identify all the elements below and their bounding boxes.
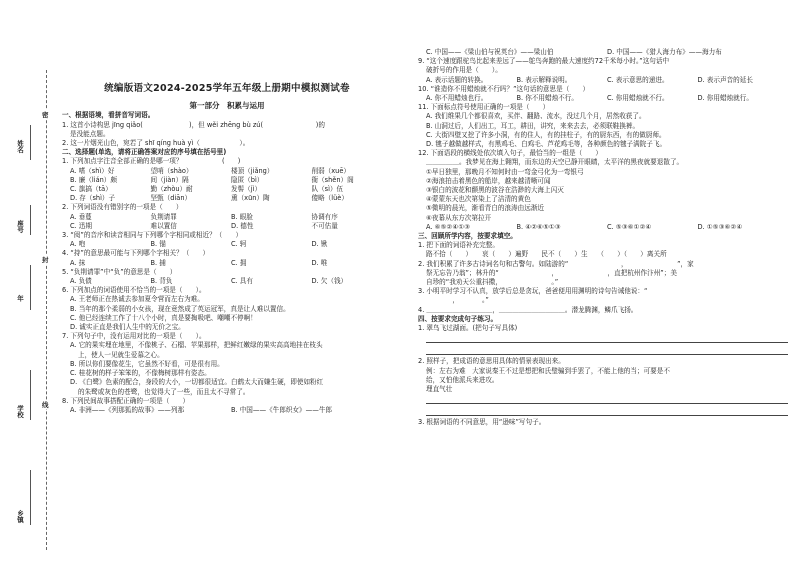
option: A. 负债 — [70, 277, 92, 286]
gutter-label-town: 乡镇 — [16, 510, 24, 523]
gutter-line — [30, 370, 31, 420]
option: D. 表示声音的延长 — [697, 75, 753, 84]
seal-mark-xian: 线 — [42, 401, 49, 409]
part-title: 第一部分 积累与运用 — [189, 101, 265, 111]
option-row — [418, 223, 788, 232]
question-text: 4. “持”的意思最可能与下列哪个字相关？（ ） — [62, 249, 210, 258]
option: 发髻（jì） — [231, 185, 262, 194]
option: B. 眼脸 — [231, 212, 253, 221]
answer-line[interactable] — [426, 394, 788, 404]
question-text: 2. 照样子，把成语的意思用具体的情景表现出来。 — [418, 357, 565, 366]
option: D. 唯 — [311, 258, 328, 267]
question-text: 1. 把下面的词语补充完整。 — [418, 241, 499, 250]
option: 间（jiàn）隔 — [150, 175, 189, 184]
fill-blank-row[interactable]: 路不拾（ ） 哀（ ）遍野 民不（ ）生 （ ）（ ）离关所 — [426, 250, 667, 259]
left-column — [62, 0, 392, 415]
gutter-label-grade: 年 — [16, 295, 24, 302]
option: B. 表示解释说明。 — [516, 75, 572, 84]
option: 负荆请罪 — [150, 212, 177, 221]
example-text: 给，又怕他派兵来进攻。 — [426, 375, 499, 384]
option: B. 捕 — [150, 258, 166, 267]
section-heading: 三、回顾所学内容，按要求填空。 — [418, 232, 517, 241]
option: 上，使人一见就生爱慕之心。 — [78, 350, 164, 359]
option: A. 它的果实埋在地里，不像桃子、石榴、苹果那样，把鲜红嫩绿的果实高高地挂在枝头 — [70, 341, 323, 350]
option: 隐匿（bì） — [231, 175, 264, 184]
gutter-line — [30, 470, 31, 525]
option: B. ④②⑥⑤①③ — [516, 222, 561, 231]
question-text: 6. 下列加点的词语使用不恰当的一项是（ ）。 — [62, 286, 206, 295]
exam-title: 统编版语文2024-2025学年五年级上册期中模拟测试卷 — [104, 83, 350, 94]
option: A. 我们维果几个都很喜欢，买伴、翻路、流水，没过几个月，居然收获了。 — [426, 112, 646, 121]
question-text: 10. “谁造你不用蜡烛就不行吗？”这句话的意思是（ ） — [418, 84, 590, 93]
option: A. 垂蔓 — [70, 212, 92, 221]
option: 不可估量 — [311, 221, 338, 230]
question-text[interactable]: ， 。” — [426, 296, 489, 305]
question-text: 破折号的作用是（ ）。 — [426, 66, 502, 75]
example-text: 理直气壮 — [426, 384, 453, 393]
option: D. 锹 — [311, 240, 328, 249]
option: 傻略（lüè） — [311, 194, 348, 203]
option: B. 锚 — [150, 240, 166, 249]
question-text: 3. “阅”的音序和读音相同与下列哪个字相同或相近？（ ） — [62, 231, 243, 240]
option: 协调有序 — [311, 212, 338, 221]
option: A. 抹 — [70, 258, 86, 267]
option: B. 当年的那个柔弱的小女孩，现在竟然成了英运冠军，真是让人难以置信。 — [70, 304, 290, 313]
gutter-line — [30, 205, 31, 235]
option: C. 拥 — [231, 258, 247, 267]
option: D. 德性 — [231, 221, 254, 230]
option: D. 毽子越做越样式，有黑鸡毛、白鸡毛、芦花鸡毛等，各种颜色的毽子满院子飞。 — [426, 140, 667, 149]
option: B. 背负 — [150, 277, 173, 286]
option: A. 你不用蜡烛也行。 — [426, 94, 488, 103]
option-row — [62, 185, 392, 194]
option-row — [418, 76, 788, 85]
question-text[interactable]: 2. 我们积累了许多古诗词名句和古警句。如陆游的“ ， ”，家 — [418, 259, 694, 268]
option: D. 诚实正直是我们人生中的无价之宝。 — [70, 323, 185, 332]
option: 队（sì）伍 — [311, 185, 344, 194]
question-text: 8. 下列民间故事搭配正确的一项是（ ） — [62, 396, 190, 405]
question-text: 3. 根据词语的不同意思，用“逊味”写句子。 — [418, 418, 546, 427]
section-heading: 四、按要求完成句子练习。 — [418, 314, 498, 323]
section-heading: 二、选择题(单选，请将正确答案对应的序号填在括号里) — [62, 148, 227, 157]
option: C. 大街四壁又挖了许多小洞，有的住人，有的挂柱子，有的厨东西，有的做厨师。 — [426, 130, 666, 139]
option: D. 你用蜡烛就行。 — [697, 94, 753, 103]
option: C. 他已经连续工作了十八个小时，真是要掏吸吧、嘲嘲不停啊！ — [70, 313, 257, 322]
option-row — [62, 259, 392, 268]
answer-line[interactable] — [426, 406, 788, 416]
question-text[interactable]: 自珍的“我劝天公重抖擞， 。” — [426, 278, 559, 287]
binding-gutter — [8, 70, 58, 550]
gutter-label-seat: 座号 — [16, 220, 24, 233]
question-text[interactable]: 祭无忘告乃翁”；林升的“ ， ，直把杭州作汴州”；美 — [426, 268, 677, 277]
sentence-item: ④蒙蒙东天也次第染上了洁清的黄色 — [426, 195, 531, 204]
answer-line[interactable] — [426, 333, 788, 343]
option: B. 所以你们要像花生，它虽然不好看，可是很有用。 — [70, 359, 224, 368]
option: D. 《白鹭》色素的配合，身段的大小，一切都很适宜。白鹤太大而嫌生硬，即使如粉红 — [70, 378, 324, 387]
option-row — [62, 176, 392, 185]
example-text: 例：左右为难 大家说秦王不过是想把和氏璧骗到手罢了，不能上他的当；可要是不 — [426, 366, 670, 375]
question-text: 2. 下列词语没有错别字的一项是（ ） — [62, 203, 183, 212]
option: 衙（shěn）阁 — [311, 175, 354, 184]
right-column — [418, 0, 788, 427]
option-row — [418, 94, 788, 103]
question-text[interactable]: 4. ＿＿＿＿＿＿＿＿＿＿，＿＿＿＿＿＿＿＿＿＿。潜龙腾渊，鳞爪飞扬。 — [418, 305, 638, 314]
question-text: 5. “负荆请罪”中“负”的意思是（ ） — [62, 267, 177, 276]
section-heading: 一、根据语境，看拼音写词语。 — [62, 111, 155, 120]
gutter-label-name: 姓名 — [16, 140, 24, 153]
gutter-line — [30, 265, 31, 310]
option: C. 旗搞（tā） — [70, 185, 112, 194]
option: C. 中国——《梁山伯与祝英台》——梁山伯 — [426, 48, 554, 56]
option: 削弱（xuē） — [311, 166, 351, 175]
option: A. 表示话题的转换。 — [426, 75, 488, 84]
option: B. 山洞过后，人们出工，耳工，耕田，讲究，来来去去，必须联鞋换裤。 — [426, 121, 640, 130]
option: C. 轲 — [231, 240, 247, 249]
option: A. ⑥⑤②④①③ — [426, 222, 471, 231]
option-row — [418, 48, 788, 57]
option-row — [62, 167, 392, 176]
question-text: 1. 这首小诗构思 jīng qiǎo( )，但 wěi zhēng bù zú( )的 — [62, 120, 325, 129]
option: B. 廉（lián）颇 — [70, 175, 117, 184]
option-row — [62, 222, 392, 231]
passage: ＿＿＿＿＿。我梦见在海上翱翔，而东边的天空已静开眼睛，太平洋的黑夜就要退散了。 — [426, 158, 684, 167]
gutter-label-school: 学校 — [16, 405, 24, 418]
question-text: 12. 下面语段的横线处依次填入句子，最恰当的一组是（ ） — [418, 149, 603, 158]
sentence-item: ⑤微明的晨光，渐看青白的浪涛由远渐近 — [426, 204, 545, 213]
question-text: 2. 这一片烟光山色，宛若了 shī qíng huà yì（ ）。 — [62, 139, 250, 148]
option-row — [62, 406, 392, 415]
option: 坚甄（diān） — [150, 194, 192, 203]
question-text: 1. 下列加点字注音全部正确的是哪一项？ ( ) — [62, 157, 241, 166]
option: D. 中国——《猎人海力布》——海力布 — [607, 48, 722, 56]
sentence-item: ①早日独里，那晚月不知何时由一弯金弓化为一弯银弓 — [426, 167, 584, 176]
option: A. 咆 — [70, 240, 86, 249]
option: C. 你用蜡烛就不行。 — [607, 94, 669, 103]
question-text: 是没能点题。 — [70, 129, 110, 138]
question-text: 7. 下列句子中，没有运用对比的一项是（ ）。 — [62, 332, 206, 341]
question-text[interactable]: 3. 小明平时学习不认真，放学后总是贪玩，爸爸便用用渊明的诗句告诫他说：“ — [418, 287, 681, 296]
option: 熏（xūn）陶 — [231, 194, 270, 203]
option: A. 非洲——《列那狐的故事》——列那 — [70, 405, 185, 414]
option: A. 王老师正在热诚去参加夏令营而左右为难。 — [70, 295, 204, 304]
option: C. 桂花树的样子笨笨的，不像梅树那样有姿态。 — [70, 369, 211, 378]
option: 勤（zhòu）耐 — [150, 185, 193, 194]
option: 望哨（shào） — [150, 166, 193, 175]
option: B. 中国——《牛郎织女》——牛郎 — [231, 405, 333, 414]
option: B. 你不用蜡烛不行。 — [516, 94, 578, 103]
option: D. ①⑤③⑥②④ — [697, 222, 743, 231]
option: 难以置信 — [150, 221, 177, 230]
seal-mark-feng: 封 — [42, 256, 49, 264]
option: D. 存（shì）子 — [70, 194, 116, 203]
option: A. 嗜（shì）好 — [70, 166, 115, 175]
option-row — [62, 213, 392, 222]
sentence-item: ③银白的波花和颤黑的波谷在浩渺的大海上闪灭 — [426, 186, 564, 195]
answer-line[interactable] — [426, 345, 788, 355]
sentence-list — [418, 168, 788, 223]
sentence-item: ②海浪拍击着黑色的船岸，越来越清晰可闻 — [426, 176, 551, 185]
option: D. 欠（钱） — [311, 277, 348, 286]
seal-mark-mi: 密 — [42, 111, 49, 119]
option: 楼顶（jiǎng） — [231, 166, 274, 175]
question-text: 1. 翠鸟飞过湖面。(把句子写具体) — [418, 324, 518, 333]
option-row — [62, 277, 392, 286]
seal-dashed-line — [46, 70, 47, 550]
option: 的朱鹭或灰色的苍鹭，也觉得大了一些，而且太不寻常了。 — [78, 387, 250, 396]
option: C. 具有 — [231, 277, 253, 286]
option: C. 表示意思的递进。 — [607, 75, 669, 84]
question-text: 11. 下面标点符号使用正确的一项是（ ） — [418, 103, 550, 112]
gutter-line — [30, 125, 31, 160]
sentence-item: ⑥夜幕从东方次第拉开 — [426, 213, 492, 222]
question-text: 9. “这个速度跟驼鸟比起来差远了——鸵鸟奔跑的最大速度约72千米每小时。”这句话中 — [418, 57, 670, 66]
option: C. 迅期 — [70, 221, 92, 230]
option: C. ⑤③⑥①②④ — [607, 222, 652, 231]
